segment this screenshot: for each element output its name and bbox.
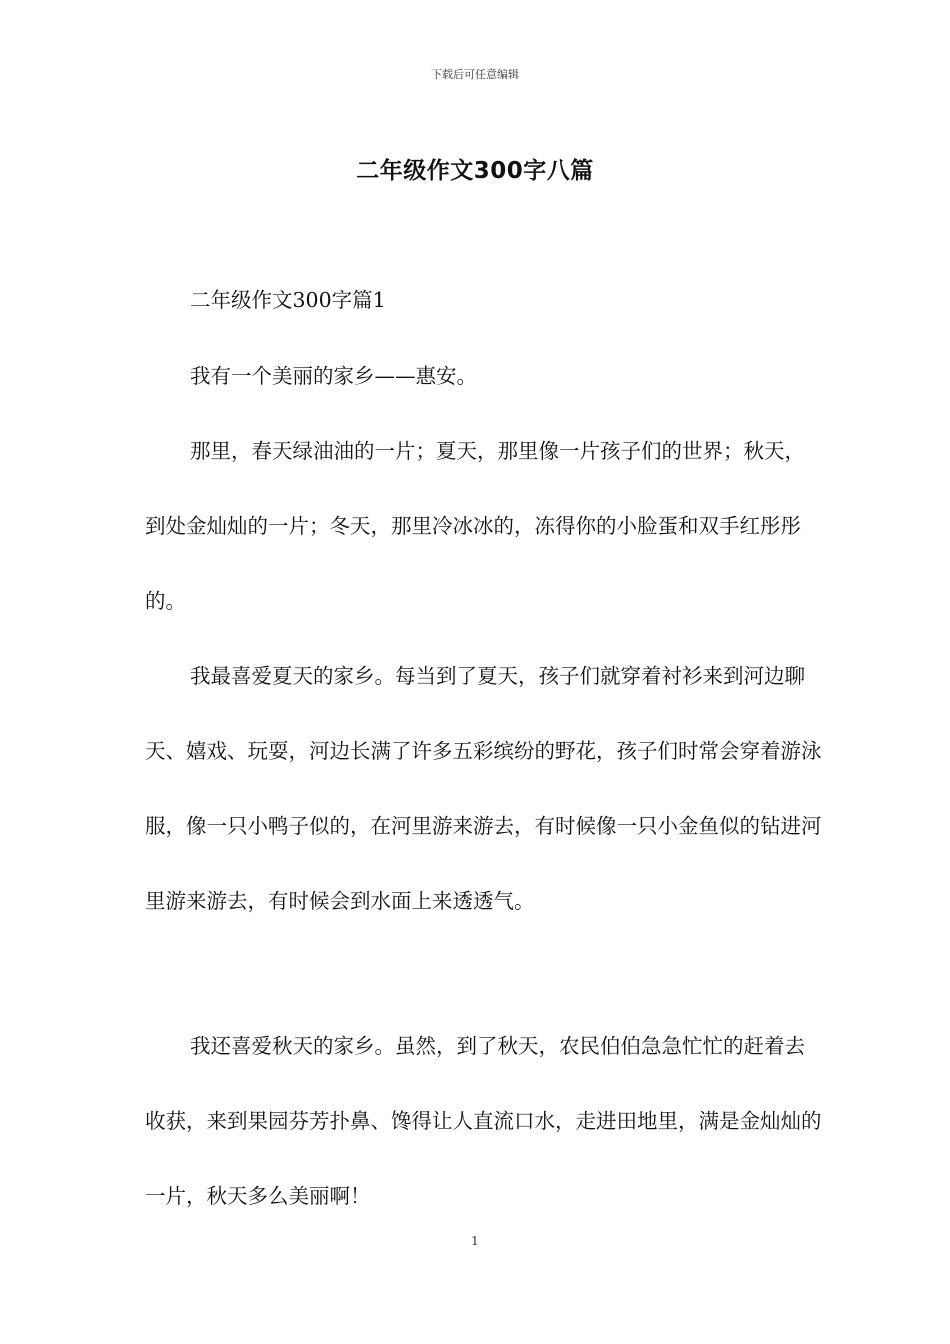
paragraph-autumn: 我还喜爱秋天的家乡。虽然，到了秋天，农民伯伯急急忙忙的赶着去收获，来到果园芬芳扑鼻、馋得让人直流口水，走进田地里，满是金灿灿的一片，秋天多么美丽啊！ xyxy=(145,1034,822,1208)
page-number: 1 xyxy=(471,1234,479,1248)
body-block-2 xyxy=(145,1009,825,1234)
paragraph-intro: 我有一个美丽的家乡——惠安。 xyxy=(190,364,477,388)
header-note: 下载后可任意编辑 xyxy=(431,68,519,81)
document-title: 二年级作文300字八篇 xyxy=(356,158,594,184)
section-heading: 二年级作文300字篇1 xyxy=(190,288,386,312)
body-block-1 xyxy=(145,339,825,939)
paragraph-seasons: 那里，春天绿油油的一片；夏天，那里像一片孩子们的世界；秋天，到处金灿灿的一片；冬天，那里冷冰冰的，冻得你的小脸蛋和双手红彤彤的。 xyxy=(145,439,805,613)
paragraph-summer: 我最喜爱夏天的家乡。每当到了夏天，孩子们就穿着衬衫来到河边聊天、嬉戏、玩耍，河边长满了许多五彩缤纷的野花，孩子们时常会穿着游泳服，像一只小鸭子似的，在河里游来游去，有时候像一只小金鱼似的钻进河里游来游去，有时候会到水面上来透透气。 xyxy=(145,664,822,913)
